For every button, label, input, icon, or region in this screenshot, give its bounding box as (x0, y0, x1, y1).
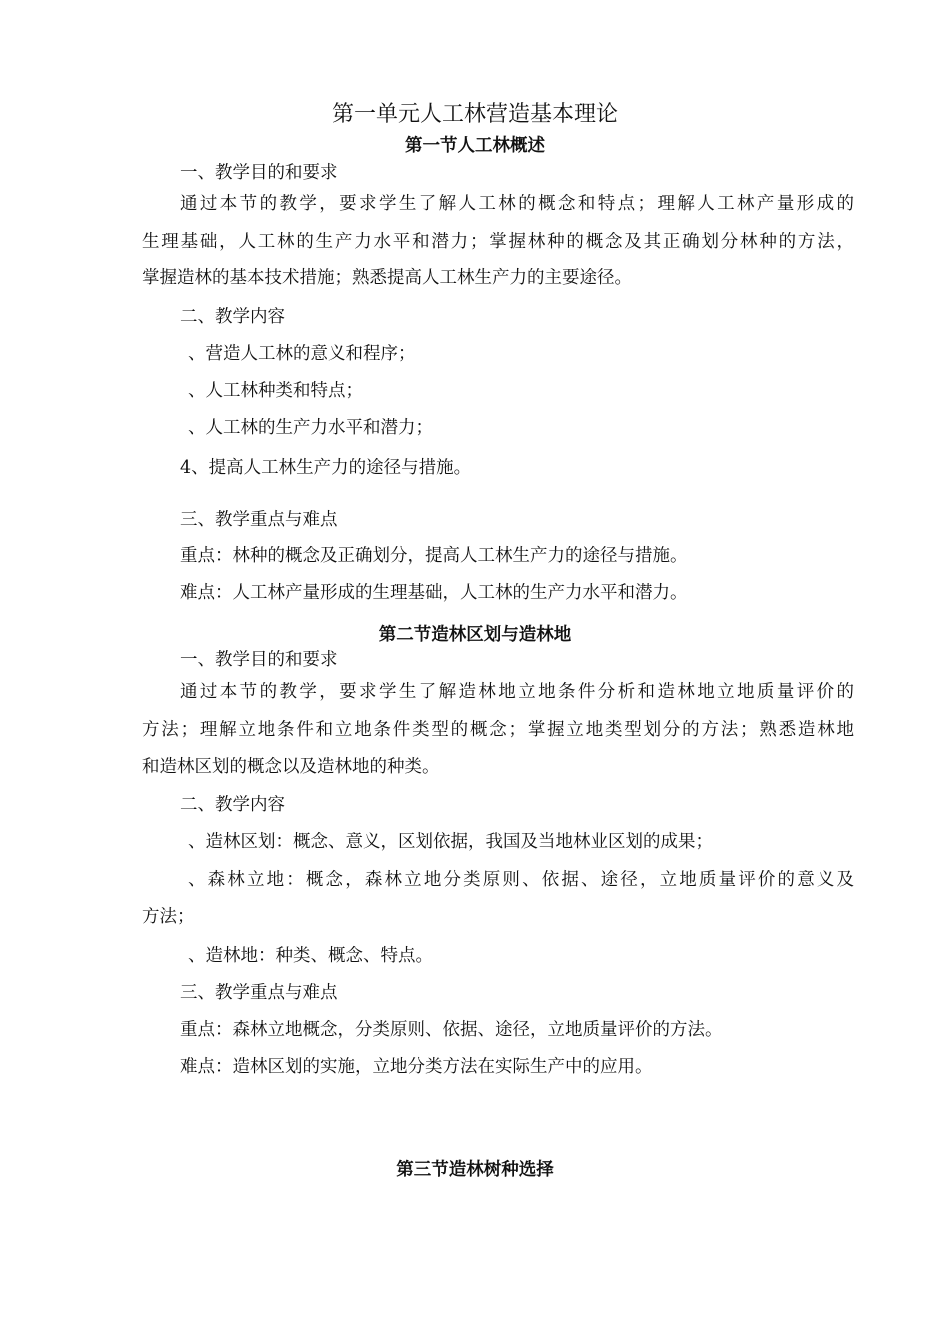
unit-title: 第一单元人工林营造基本理论 (331, 102, 618, 127)
s1-difficult-point: 难点：人工林产量形成的生理基础，人工林的生产力水平和潜力。 (180, 583, 688, 603)
s1-content-item-2: 、人工林种类和特点； (188, 381, 363, 401)
s1-heading-key-points: 三、教学重点与难点 (180, 510, 338, 530)
s2-difficult-point: 难点：造林区划的实施，立地分类方法在实际生产中的应用。 (180, 1057, 653, 1077)
section-2-heading: 第二节造林区划与造林地 (378, 625, 572, 645)
section-1-heading: 第一节人工林概述 (405, 136, 545, 156)
s2-objectives-line-2: 方法；理解立地条件和立地条件类型的概念；掌握立地类型划分的方法；熟悉造林地 (142, 720, 854, 740)
s2-content-item-1: 、造林区划：概念、意义，区划依据，我国及当地林业区划的成果； (188, 832, 713, 852)
s2-key-point: 重点：森林立地概念，分类原则、依据、途径，立地质量评价的方法。 (180, 1020, 723, 1040)
s2-objectives-line-3: 和造林区划的概念以及造林地的种类。 (142, 757, 440, 777)
s1-key-point: 重点：林种的概念及正确划分，提高人工林生产力的途径与措施。 (180, 546, 688, 566)
section-3-heading: 第三节造林树种选择 (396, 1160, 554, 1180)
s2-content-item-2: 、森林立地：概念，森林立地分类原则、依据、途径，立地质量评价的意义及 (188, 870, 854, 890)
s1-content-item-4: 4、提高人工林生产力的途径与措施。 (180, 458, 472, 478)
s2-objectives-line-1: 通过本节的教学，要求学生了解造林地立地条件分析和造林地立地质量评价的 (180, 682, 854, 702)
s1-heading-objectives: 一、教学目的和要求 (180, 163, 338, 183)
s1-content-item-1: 、营造人工林的意义和程序； (188, 344, 416, 364)
s1-content-item-3: 、人工林的生产力水平和潜力； (188, 418, 433, 438)
s1-objectives-line-3: 掌握造林的基本技术措施；熟悉提高人工林生产力的主要途径。 (142, 268, 632, 288)
s1-objectives-line-1: 通过本节的教学，要求学生了解人工林的概念和特点；理解人工林产量形成的 (180, 194, 854, 214)
s1-heading-content: 二、教学内容 (180, 307, 285, 327)
s2-heading-key-points: 三、教学重点与难点 (180, 983, 338, 1003)
s2-content-item-2-cont: 方法； (142, 907, 195, 927)
s2-heading-objectives: 一、教学目的和要求 (180, 650, 338, 670)
s1-objectives-line-2: 生理基础，人工林的生产力水平和潜力；掌握林种的概念及其正确划分林种的方法， (142, 232, 854, 252)
s2-content-item-3: 、造林地：种类、概念、特点。 (188, 946, 433, 966)
s2-heading-content: 二、教学内容 (180, 795, 285, 815)
